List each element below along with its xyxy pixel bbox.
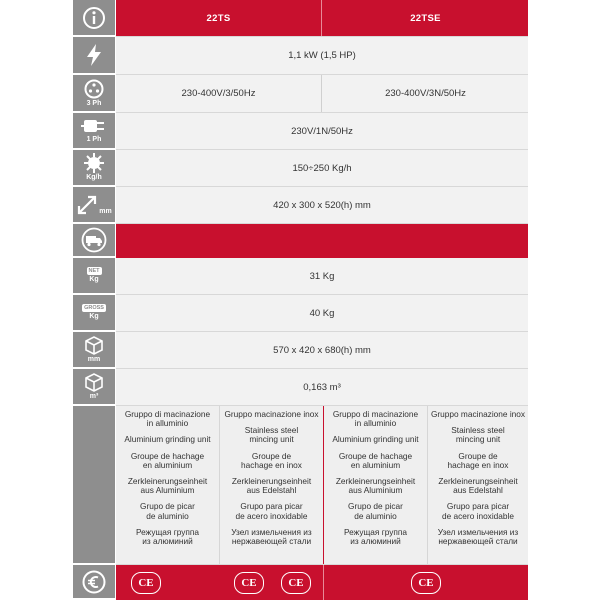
- desc-item: Zerkleinerungseinheit aus Aluminium: [127, 476, 208, 496]
- descriptions-icon-cell: [73, 406, 115, 565]
- power-row: [73, 37, 528, 75]
- desc-item: Режущая группа из алюминий: [135, 526, 200, 547]
- voltage-1ph-row: [73, 113, 528, 150]
- ce-mark-icon: CE: [131, 572, 161, 594]
- header-row: [73, 0, 528, 37]
- desc-item: Gruppo macinazione inox: [224, 409, 319, 419]
- desc-item: Groupe de hachage en inox: [241, 450, 302, 470]
- model-a-header: 22TS: [116, 0, 322, 36]
- ce-marks: [116, 565, 528, 600]
- desc-item: Gruppo di macinazione in alluminio: [332, 409, 419, 429]
- ce-cell: [116, 565, 176, 600]
- gross-weight-cell: [73, 295, 115, 332]
- desc-item: Grupo para picar de acero inoxidable: [235, 501, 308, 521]
- desc-item: Groupe de hachage en aluminium: [130, 450, 205, 470]
- desc-item: Zerkleinerungseinheit aus Edelstahl: [231, 476, 312, 496]
- voltage-1ph-value: 230V/1N/50Hz: [116, 113, 528, 150]
- info-icon: [82, 6, 106, 30]
- voltage-3ph-a: 230-400V/3/50Hz: [116, 75, 322, 112]
- volume-value: 0,163 m³: [116, 369, 528, 406]
- ce-mark-icon: CE: [281, 572, 311, 594]
- shipping-icon: [81, 227, 107, 253]
- packing-dimensions-value: 570 x 420 x 680(h) mm: [116, 332, 528, 369]
- shipping-cell: [73, 224, 115, 258]
- gross-weight-icon: GROSS: [84, 305, 104, 311]
- desc-item: Aluminium grinding unit: [332, 434, 419, 445]
- plug-1ph-icon: [81, 117, 107, 135]
- power-cell: [73, 37, 115, 75]
- desc-col-22tse-aluminium: [324, 406, 427, 564]
- descriptions-row: [73, 406, 528, 565]
- net-weight-value: 31 Kg: [116, 258, 528, 295]
- net-weight-row: [73, 258, 528, 295]
- volume-cell: [73, 369, 115, 406]
- volume-row: [73, 369, 528, 406]
- output-icon: [84, 153, 104, 173]
- euro-cell: [73, 565, 115, 600]
- output-cell: [73, 150, 115, 187]
- desc-item: Zerkleinerungseinheit aus Edelstahl: [438, 476, 518, 496]
- shipping-header-row: [73, 224, 528, 258]
- net-weight-cell: [73, 258, 115, 295]
- certification-row: [73, 565, 528, 600]
- desc-col-22ts-inox: [220, 406, 323, 564]
- gross-weight-value: 40 Kg: [116, 295, 528, 332]
- voltage-3ph-cell: [73, 75, 115, 113]
- desc-item: Grupo para picar de acero inoxidable: [442, 501, 514, 521]
- power-icon: [84, 43, 104, 67]
- ce-cell: [266, 565, 326, 600]
- model-b-header: 22TSE: [410, 12, 441, 24]
- box-volume-icon: [83, 372, 105, 392]
- dimensions-unit-label: mm: [99, 207, 112, 215]
- descriptions-area: [116, 406, 528, 565]
- output-value: 150÷250 Kg/h: [116, 150, 528, 187]
- net-unit-label: Kg: [89, 276, 99, 283]
- desc-item: Stainless steel mincing unit: [451, 425, 505, 445]
- desc-item: Узел измельчения из нержавеющей стали: [437, 526, 519, 547]
- desc-col-22tse-inox: [428, 406, 528, 564]
- desc-col-22ts-aluminium: [116, 406, 219, 564]
- desc-item: Режущая группа из алюминий: [343, 526, 408, 547]
- voltage-3ph-values: [116, 75, 528, 113]
- dimensions-icon: [76, 194, 98, 216]
- gross-weight-row: [73, 295, 528, 332]
- desc-item: Aluminium grinding unit: [124, 434, 211, 445]
- volume-unit-label: m³: [89, 393, 99, 400]
- model-header: [116, 0, 528, 37]
- desc-item: Gruppo di macinazione in alluminio: [124, 409, 211, 429]
- spec-table: [73, 0, 528, 600]
- gross-unit-label: Kg: [89, 313, 99, 320]
- one-phase-label: 1 Ph: [86, 136, 102, 143]
- packing-dimensions-cell: [73, 332, 115, 369]
- desc-item: Stainless steel mincing unit: [244, 425, 299, 445]
- voltage-3ph-b: 230-400V/3N/50Hz: [385, 88, 466, 99]
- three-phase-label: 3 Ph: [86, 99, 102, 107]
- packing-dimensions-row: [73, 332, 528, 369]
- info-cell: [73, 0, 115, 37]
- voltage-3ph-row: [73, 75, 528, 113]
- desc-item: Gruppo macinazione inox: [430, 409, 526, 419]
- desc-item: Узел измельчения из нержавеющей стали: [231, 526, 312, 547]
- output-unit-label: Kg/h: [86, 174, 102, 181]
- desc-item: Grupo de picar de aluminio: [348, 501, 403, 521]
- voltage-1ph-cell: [73, 113, 115, 150]
- dimensions-value: 420 x 300 x 520(h) mm: [116, 187, 528, 224]
- plug-3ph-icon: [84, 79, 104, 99]
- shipping-header-bar: [116, 224, 528, 258]
- ce-cell: [324, 565, 528, 600]
- box-icon: [83, 335, 105, 355]
- desc-item: Groupe de hachage en inox: [447, 450, 509, 470]
- desc-item: Grupo de picar de aluminio: [140, 501, 195, 521]
- net-weight-icon: NET: [88, 268, 100, 274]
- ce-mark-icon: CE: [234, 572, 264, 594]
- ce-mark-icon: CE: [411, 572, 441, 594]
- pack-unit-label: mm: [87, 356, 101, 363]
- output-row: [73, 150, 528, 187]
- dimensions-row: [73, 187, 528, 224]
- dimensions-cell: [73, 187, 115, 224]
- euro-icon: [82, 570, 106, 594]
- desc-item: Groupe de hachage en aluminium: [338, 450, 413, 470]
- power-value: 1,1 kW (1,5 HP): [116, 37, 528, 75]
- desc-item: Zerkleinerungseinheit aus Aluminium: [335, 476, 416, 496]
